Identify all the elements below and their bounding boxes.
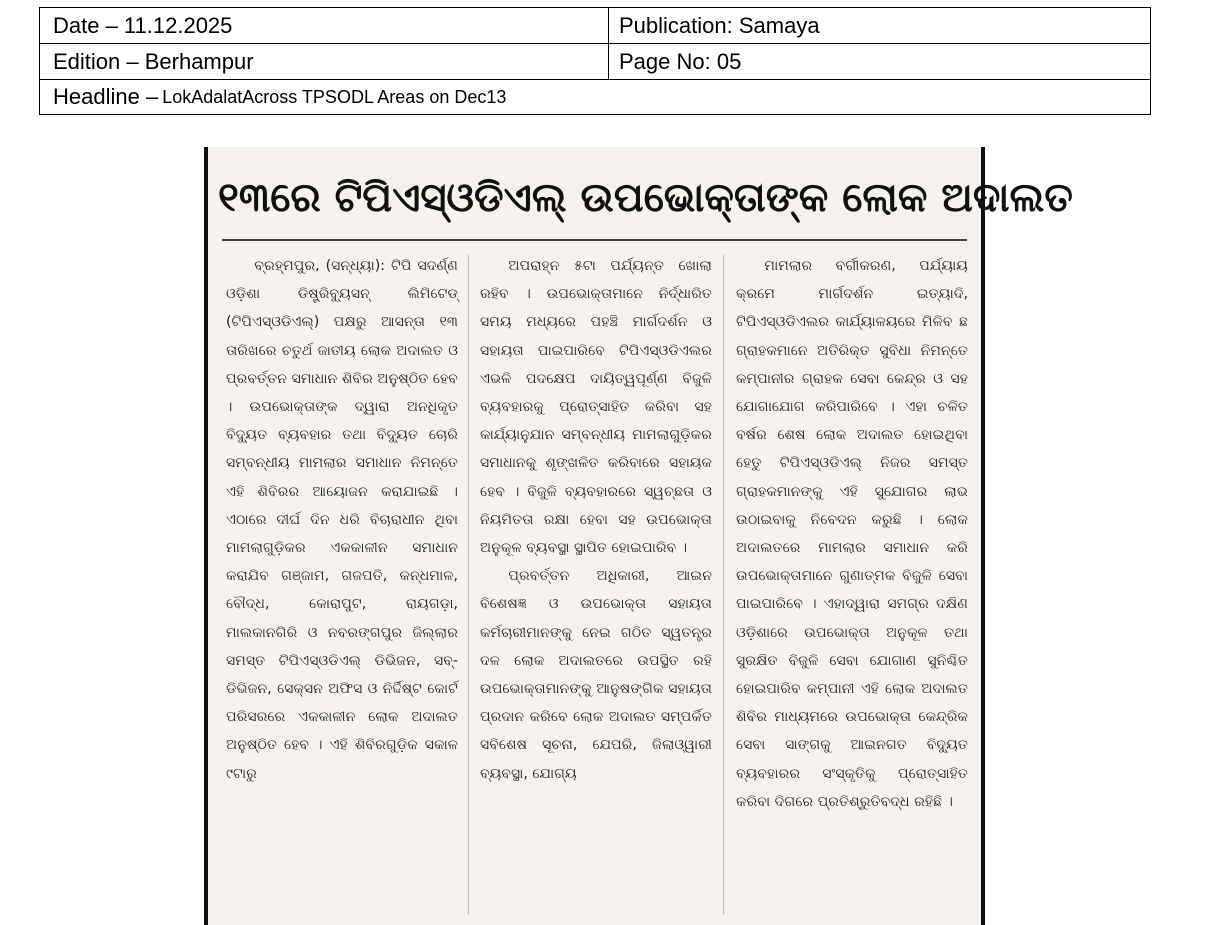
article-paragraph: ବ୍ରହ୍ମପୁର, (ସନ୍ଧ୍ୟା): ଟିପି ସଦର୍ଣ୍ଣ ଓଡ଼ିଶା ଡିଷ୍ଟ୍ରିବ୍ୟୁସନ୍ ଲିମିଟେଡ୍ (ଟିପିଏସ୍ଓଡିଏଲ୍) ପକ୍ଷରୁ ଆସନ୍ତା ୧୩ ତାରିଖରେ ଚତୁର୍ଥ ଜାତୀୟ ଲୋକ ଅଦାଲତ ଓ ପ୍ରବର୍ତ୍ତନ ସମାଧାନ ଶିବିର ଅନୁଷ୍ଠିତ ହେବ । ଉପଭୋକ୍ତାଙ୍କ ଦ୍ୱାରା ଅନଧିକୃତ ବିଦ୍ୟୁତ ବ୍ୟବହାର ତଥା ବିଦ୍ୟୁତ ଚୋରି ସମ୍ବନ୍ଧୀୟ ମାମଲାର ସମାଧାନ ନିମନ୍ତେ ଏହି ଶିବିରର ଆୟୋଜନ କରାଯାଇଛି । ଏଠାରେ ଦୀର୍ଘ ଦିନ ଧରି ବିଚାରାଧୀନ ଥିବା ମାମଲାଗୁଡ଼ିକର ଏକକାଳୀନ ସମାଧାନ କରାଯିବ ଗଞ୍ଜାମ, ଗଜପତି, କନ୍ଧମାଳ, ବୌଦ୍ଧ, କୋରାପୁଟ, ରାୟଗଡ଼ା, ମାଲକାନଗିରି ଓ ନବରଙ୍ଗପୁର ଜିଲ୍ଲାର ସମସ୍ତ ଟିପିଏସ୍ଓଡିଏଲ୍ ଡିଭିଜନ, ସବ୍-ଡିଭିଜନ, ସେକ୍ସନ ଅଫିସ ଓ ନିର୍ଦ୍ଦିଷ୍ଟ କୋର୍ଟ ପରିସରରେ ଏକକାଳୀନ ଲୋକ ଅଦାଲତ ଅନୁଷ୍ଠିତ ହେବ । ଏହି ଶିବିରଗୁଡ଼ିକ ସକାଳ ୯ଟାରୁ: [226, 258, 458, 782]
meta-table: [39, 7, 1151, 115]
article-paragraph: ପ୍ରବର୍ତ୍ତନ ଅଧିକାରୀ, ଆଇନ ବିଶେଷଜ୍ଞ ଓ ଉପଭୋକ୍ତା ସହାୟତା କର୍ମଚାରୀମାନଙ୍କୁ ନେଇ ଗଠିତ ସ୍ୱତନ୍ତ୍ର ଦଳ ଲୋକ ଅଦାଲତରେ ଉପସ୍ଥିତ ରହି ଉପଭୋକ୍ତାମାନଙ୍କୁ ଆନୁଷଙ୍ଗିକ ସହାୟତା ପ୍ରଦାନ କରିବେ ଲୋକ ଅଦାଲତ ସମ୍ପର୍କିତ ସବିଶେଷ ସୂଚନା, ଯେପରି, ଜିଲାଓ୍ୱାରୀ ବ୍ୟବସ୍ଥା, ଯୋଗ୍ୟ: [480, 568, 712, 782]
edition-cell: Edition – Berhampur: [40, 44, 609, 79]
article-paragraph: ମାମଲାର ବର୍ଗୀକରଣ, ପର୍ଯ୍ୟାୟ କ୍ରମେ ମାର୍ଗଦର୍ଶନ ଇତ୍ୟାଦି, ଟିପିଏସ୍ଓଡିଏଲର କାର୍ଯ୍ୟାଳୟରେ ମିଳିବ ଛ ଗ୍ରାହକମାନେ ଅତିରିକ୍ତ ସୁବିଧା ନିମନ୍ତେ କମ୍ପାନୀର ଗ୍ରାହକ ସେବା କେନ୍ଦ୍ର ଓ ସହ ଯୋଗାଯୋଗ କରିପାରିବେ । ଏହା ଚଳିତ ବର୍ଷର ଶେଷ ଲୋକ ଅଦାଲତ ହୋଇଥିବା ହେତୁ ଟିପିଏସ୍ଓଡିଏଲ୍ ନିଜର ସମସ୍ତ ଗ୍ରାହକମାନଙ୍କୁ ଏହି ସୁଯୋଗର ଲାଭ ଉଠାଇବାକୁ ନିବେଦନ କରୁଛି । ଲୋକ ଅଦାଲତରେ ମାମଲାର ସମାଧାନ କରି ଉପଭୋକ୍ତାମାନେ ଗୁଣାତ୍ମକ ବିଜୁଳି ସେବା ପାଇପାରିବେ । ଏହାଦ୍ୱାରା ସମଗ୍ର ଦକ୍ଷିଣ ଓଡ଼ିଶାରେ ଉପଭୋକ୍ତା ଅନୁକୂଳ ତଥା ସୁରକ୍ଷିତ ବିଜୁଳି ସେବା ଯୋଗାଣ ସୁନିଶ୍ଚିତ ହୋଇପାରିବ କମ୍ପାନୀ ଏହି ଲୋକ ଅଦାଲତ ଶିବିର ମାଧ୍ୟମରେ ଉପଭୋକ୍ତା କେନ୍ଦ୍ରିକ ସେବା ସାଙ୍ଗକୁ ଆଇନଗତ ବିଦ୍ୟୁତ ବ୍ୟବହାରର ସଂସ୍କୃତିକୁ ପ୍ରୋତ୍ସାହିତ କରିବା ଦିଗରେ ପ୍ରତିଶ୍ରୁତିବଦ୍ଧ ରହିଛି ।: [736, 258, 968, 810]
publication-cell: Publication: Samaya: [619, 12, 820, 38]
article-column-1: [226, 252, 458, 917]
page-number-cell: Page No: 05: [619, 48, 742, 74]
newspaper-clipping: [204, 147, 1073, 925]
headline-cell: [40, 80, 1150, 114]
meta-row-date: [40, 8, 1150, 44]
meta-row-headline: [40, 80, 1150, 114]
meta-row-edition: [40, 44, 1150, 80]
article-paragraph: ଅପରାହ୍ନ ୫ଟା ପର୍ଯ୍ୟନ୍ତ ଖୋଲା ରହିବ । ଉପଭୋକ୍ତାମାନେ ନିର୍ଦ୍ଧାରିତ ସମୟ ମଧ୍ୟରେ ପହଞ୍ଚି ମାର୍ଗଦର୍ଶନ ଓ ସହାୟତା ପାଇପାରିବେ ଟିପିଏସ୍ଓଡିଏଲର ଏଭଳି ପଦକ୍ଷେପ ଦାୟିତ୍ୱପୂର୍ଣ୍ଣ ବିଜୁଳି ବ୍ୟବହାରକୁ ପ୍ରୋତ୍ସାହିତ କରିବା ସହ କାର୍ଯ୍ୟାନୁଯାନ ସମ୍ବନ୍ଧୀୟ ମାମଲାଗୁଡ଼ିକର ସମାଧାନକୁ ଶୃଙ୍ଖଳିତ କରିବାରେ ସହାୟକ ହେବ । ବିଜୁଳି ବ୍ୟବହାରରେ ସ୍ୱଚ୍ଛତା ଓ ନିୟମିତତା ରକ୍ଷା ହେବା ସହ ଉପଭୋକ୍ତା ଅନୁକୂଳ ବ୍ୟବସ୍ଥା ସ୍ଥାପିତ ହୋଇପାରିବ ।: [480, 258, 712, 557]
column-divider: [723, 255, 724, 915]
headline-value: LokAdalatAcross TPSODL Areas on Dec13: [162, 86, 507, 107]
column-divider: [468, 255, 469, 915]
article-column-3: [736, 252, 968, 917]
article-column-2: [480, 252, 712, 917]
title-divider: [222, 239, 967, 241]
headline-label: Headline –: [53, 84, 159, 109]
article-title: ୧୩ରେ ଟିପିଏସ୍ଓଡିଏଲ୍ ଉପଭୋକ୍ତାଙ୍କ ଲୋକ ଅଦାଲତ: [218, 175, 1073, 221]
date-cell: Date – 11.12.2025: [40, 8, 609, 43]
